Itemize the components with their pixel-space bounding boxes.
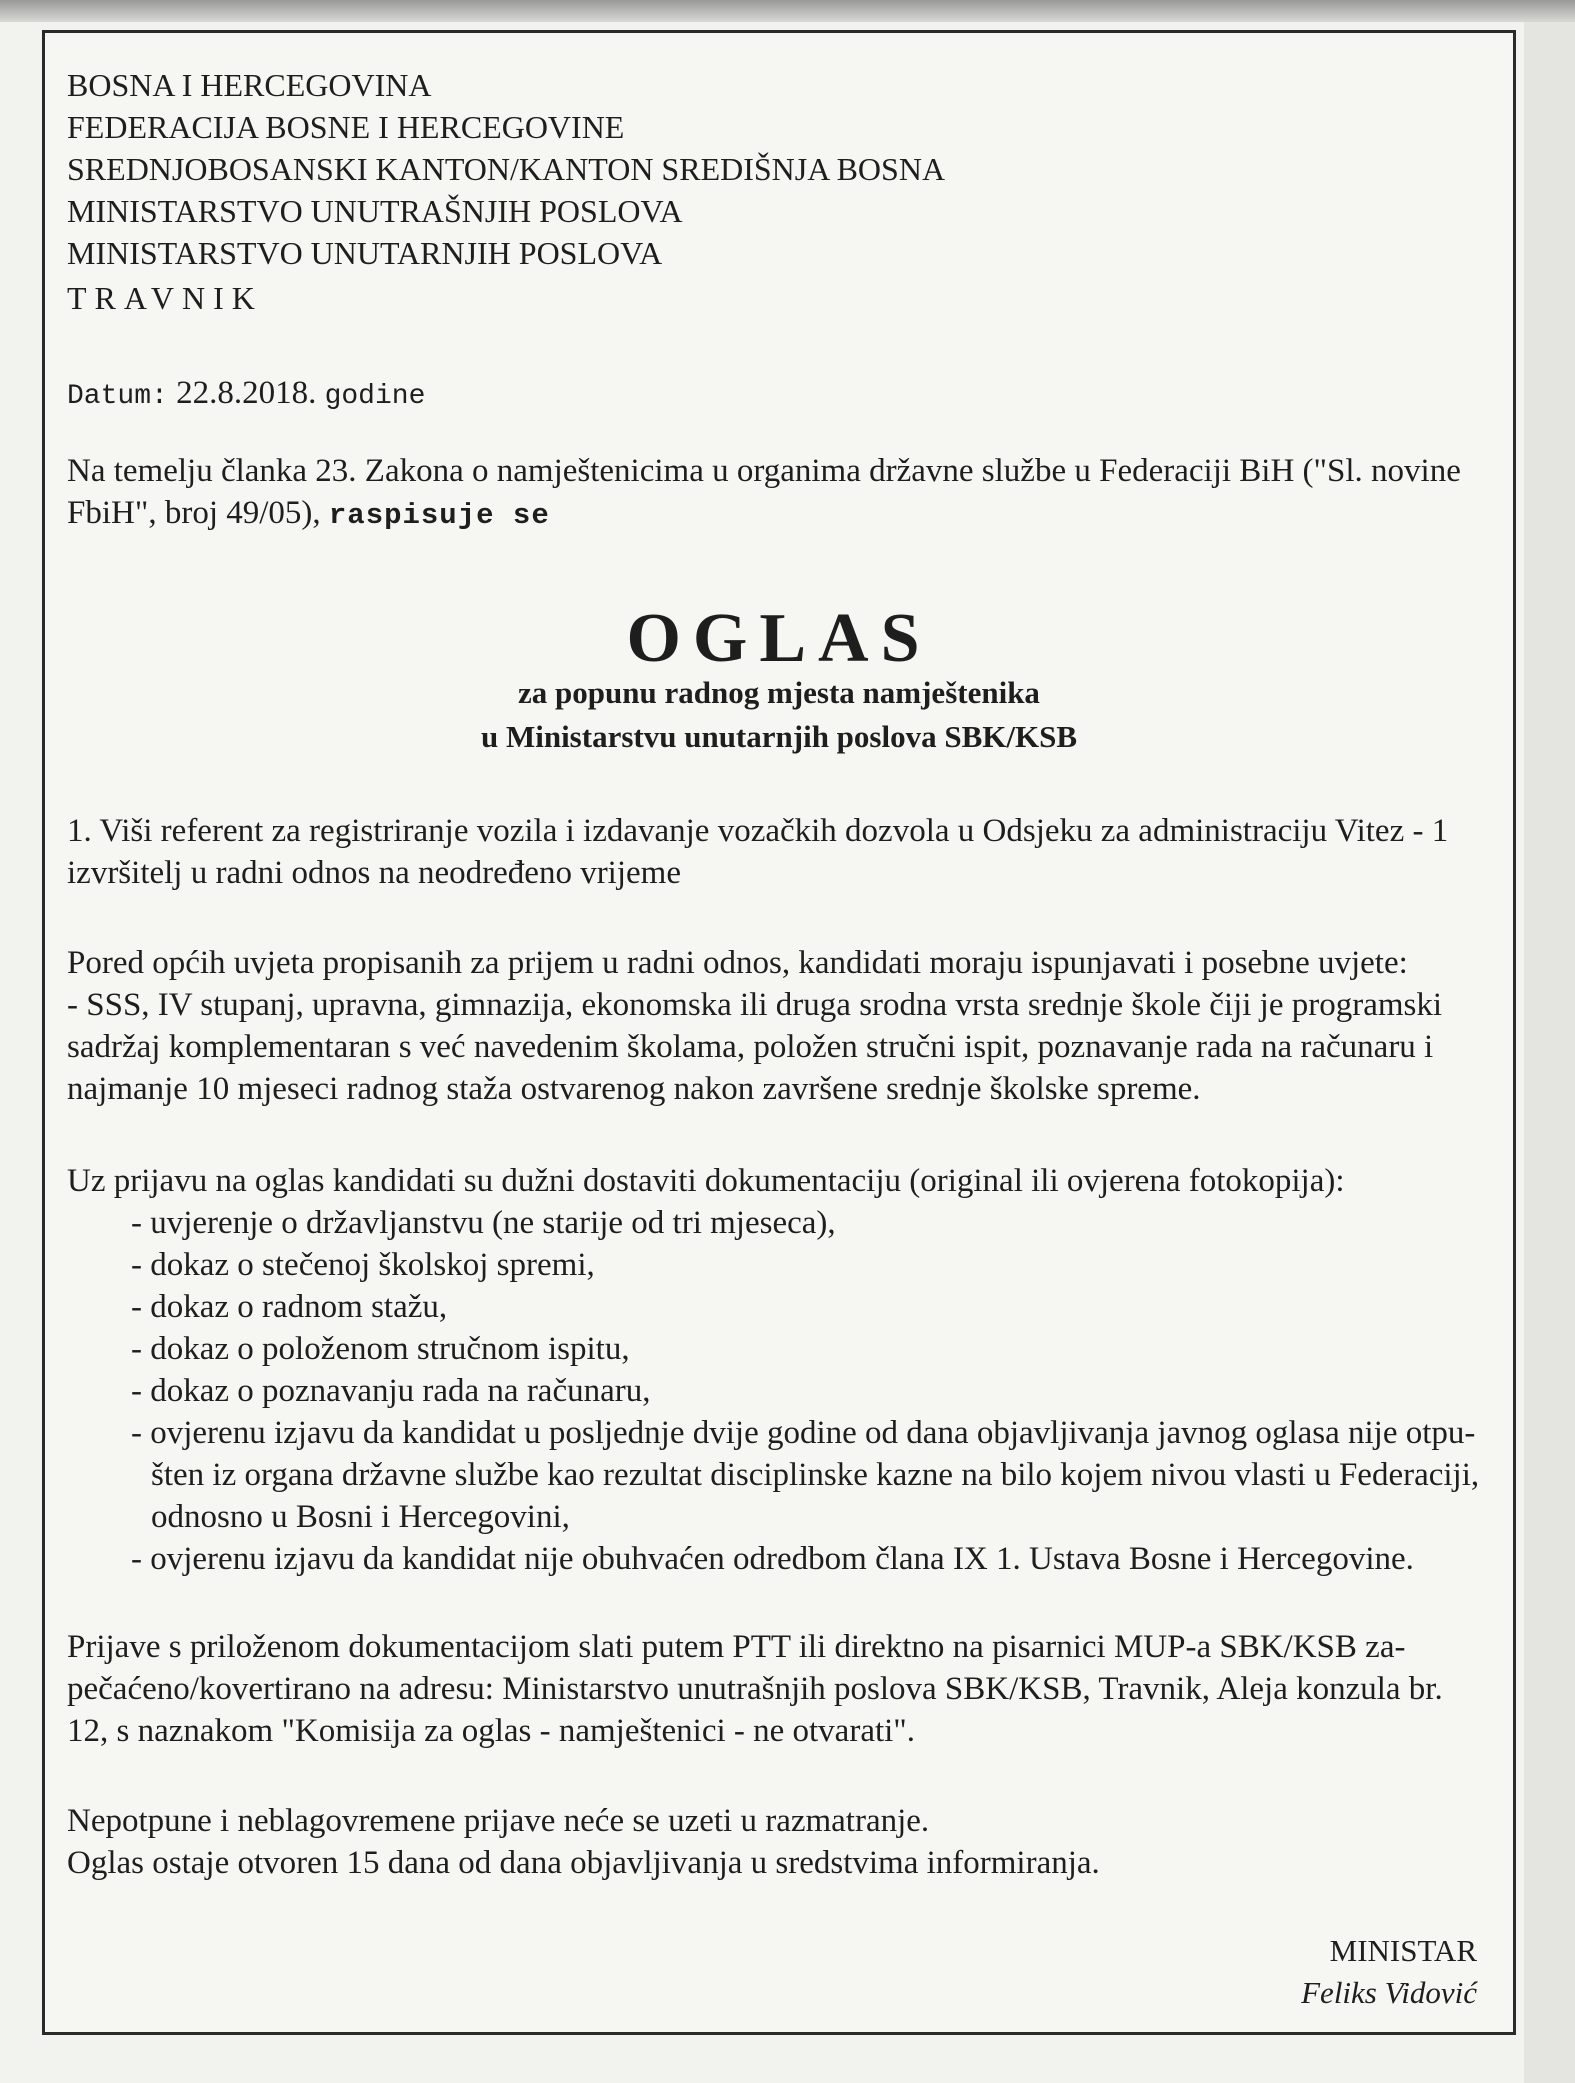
- header-line-ministry-2: MINISTARSTVO UNUTARNJIH POSLOVA: [67, 235, 663, 271]
- header-line-federation: FEDERACIJA BOSNE I HERCEGOVINE: [67, 109, 625, 145]
- public-notice: [42, 30, 1516, 2035]
- closing-line-1: Nepotpune i neblagovremene prijave neće se uzeti u razmatranje.: [67, 1803, 930, 1839]
- preamble-line-2: [67, 493, 550, 536]
- preamble-line-1: Na temelju članka 23. Zakona o namještenicima u organima državne službe u Federaciji BiH ("Sl. novine: [67, 453, 1461, 489]
- documents-item: - ovjerenu izjavu da kandidat nije obuhvaćen odredbom člana IX 1. Ustava Bosne i Hercegovine.: [131, 1541, 1414, 1577]
- documents-item: - ovjerenu izjavu da kandidat u posljednje dvije godine od dana objavljivanja javnog oglasa nije otpu-: [131, 1415, 1476, 1451]
- notice-title: OGLAS: [626, 600, 932, 677]
- preamble-reference: FbiH", broj 49/05),: [67, 495, 321, 531]
- submission-line-1: Prijave s priloženom dokumentacijom slati putem PTT ili direktno na pisarnici MUP-a SBK/KSB za-: [67, 1629, 1406, 1665]
- requirements-line-4: najmanje 10 mjeseci radnog staža ostvarenog nakon završene srednje školske spreme.: [67, 1071, 1201, 1107]
- date-line: [67, 373, 425, 417]
- requirements-intro: Pored općih uvjeta propisanih za prijem u radni odnos, kandidati moraju ispunjavati i posebne uvjete:: [67, 945, 1408, 981]
- notice-subtitle-2: u Ministarstvu unutarnjih poslova SBK/KSB: [480, 719, 1078, 754]
- position-line-2: izvršitelj u radni odnos na neodređeno vrijeme: [67, 855, 681, 891]
- documents-item: - dokaz o radnom stažu,: [131, 1289, 448, 1325]
- documents-item: - uvjerenje o državljanstvu (ne starije od tri mjeseca),: [131, 1205, 836, 1241]
- page-top-edge: [0, 0, 1575, 22]
- documents-item: - dokaz o položenom stručnom ispitu,: [131, 1331, 630, 1367]
- closing-line-2: Oglas ostaje otvoren 15 dana od dana objavljivanja u sredstvima informiranja.: [67, 1845, 1100, 1881]
- requirements-line-2: - SSS, IV stupanj, upravna, gimnazija, ekonomska ili druga srodna vrsta srednje škole čiji je programski: [67, 987, 1443, 1023]
- signature-name: Feliks Vidović: [1301, 1975, 1477, 2010]
- documents-item: - dokaz o stečenoj školskoj spremi,: [131, 1247, 595, 1283]
- preamble-emphasis: raspisuje se: [328, 499, 550, 532]
- date-label: Datum:: [67, 381, 168, 412]
- signature-role: MINISTAR: [1329, 1933, 1477, 1968]
- documents-item-continued: šten iz organa državne službe kao rezultat disciplinske kazne na bilo kojem nivou vlasti u Federaciji,: [151, 1457, 1480, 1493]
- page-right-edge: [1524, 22, 1575, 2083]
- header-line-canton: SREDNJOBOSANSKI KANTON/KANTON SREDIŠNJA BOSNA: [67, 151, 946, 187]
- documents-item-continued: odnosno u Bosni i Hercegovini,: [151, 1499, 570, 1535]
- header-line-ministry-1: MINISTARSTVO UNUTRAŠNJIH POSLOVA: [67, 193, 683, 229]
- submission-line-2: pečaćeno/kovertirano na adresu: Ministarstvo unutrašnjih poslova SBK/KSB, Travnik, Aleja konzula br.: [67, 1671, 1443, 1707]
- header-line-country: BOSNA I HERCEGOVINA: [67, 67, 432, 103]
- date-suffix: godine: [324, 381, 426, 412]
- date-value: 22.8.2018.: [176, 375, 317, 411]
- documents-item: - dokaz o poznavanju rada na računaru,: [131, 1373, 651, 1409]
- documents-intro: Uz prijavu na oglas kandidati su dužni dostaviti dokumentaciju (original ili ovjerena fotokopija):: [67, 1163, 1345, 1199]
- submission-line-3: 12, s naznakom "Komisija za oglas - namještenici - ne otvarati".: [67, 1713, 916, 1749]
- header-line-city: TRAVNIK: [67, 280, 263, 316]
- notice-subtitle-1: za popunu radnog mjesta namještenika: [518, 675, 1040, 710]
- position-line-1: 1. Viši referent za registriranje vozila i izdavanje vozačkih dozvola u Odsjeku za administraciju Vitez - 1: [67, 813, 1449, 849]
- requirements-line-3: sadržaj komplementaran s već navedenim školama, položen stručni ispit, poznavanje rada na računaru i: [67, 1029, 1434, 1065]
